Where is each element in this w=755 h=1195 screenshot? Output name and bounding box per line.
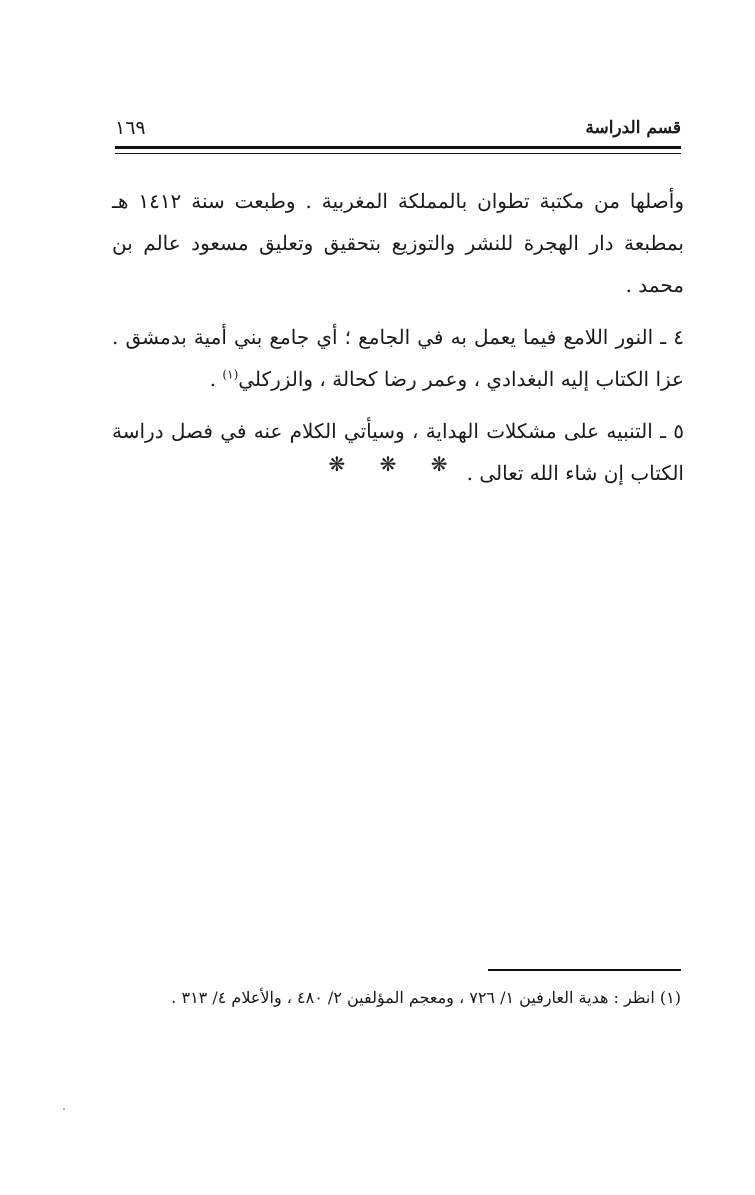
paragraph [112, 316, 684, 400]
paragraph: ٥ ـ التنبيه على مشكلات الهداية ، وسيأتي الكلام عنه في فصل دراسة الكتاب إن شاء الله تعالى . [112, 419, 684, 485]
section-title: قسم الدراسة [585, 118, 681, 138]
footnote-rule [488, 969, 681, 971]
running-header [115, 112, 681, 144]
footnote-reference: (١) [222, 367, 239, 382]
paragraph: وأصلها من مكتبة تطوان بالمملكة المغربية . وطبعت سنة ١٤١٢ هـ بمطبعة دار الهجرة للنشر والتوزيع بتحقيق وتعليق مسعود عالم بن محمد . [112, 189, 684, 297]
footnote: (١) انظر : هدية العارفين ١/ ٧٢٦ ، ومعجم المؤلفين ٢/ ٤٨٠ ، والأعلام ٤/ ٣١٣ . [171, 988, 681, 1007]
paragraph-end: . [209, 367, 223, 391]
paragraph-text: ٤ ـ النور اللامع فيما يعمل به في الجامع ؛ أي جامع بني أمية بدمشق . عزا الكتاب إليه البغدادي ، وعمر رضا كحالة ، والزركلي [112, 325, 684, 391]
header-rule-thin [115, 153, 681, 154]
section-separator: ❋ ❋ ❋ [328, 452, 462, 476]
scan-speck [63, 1108, 65, 1110]
header-rule-thick [115, 146, 681, 149]
page-number: ١٦٩ [115, 117, 146, 139]
